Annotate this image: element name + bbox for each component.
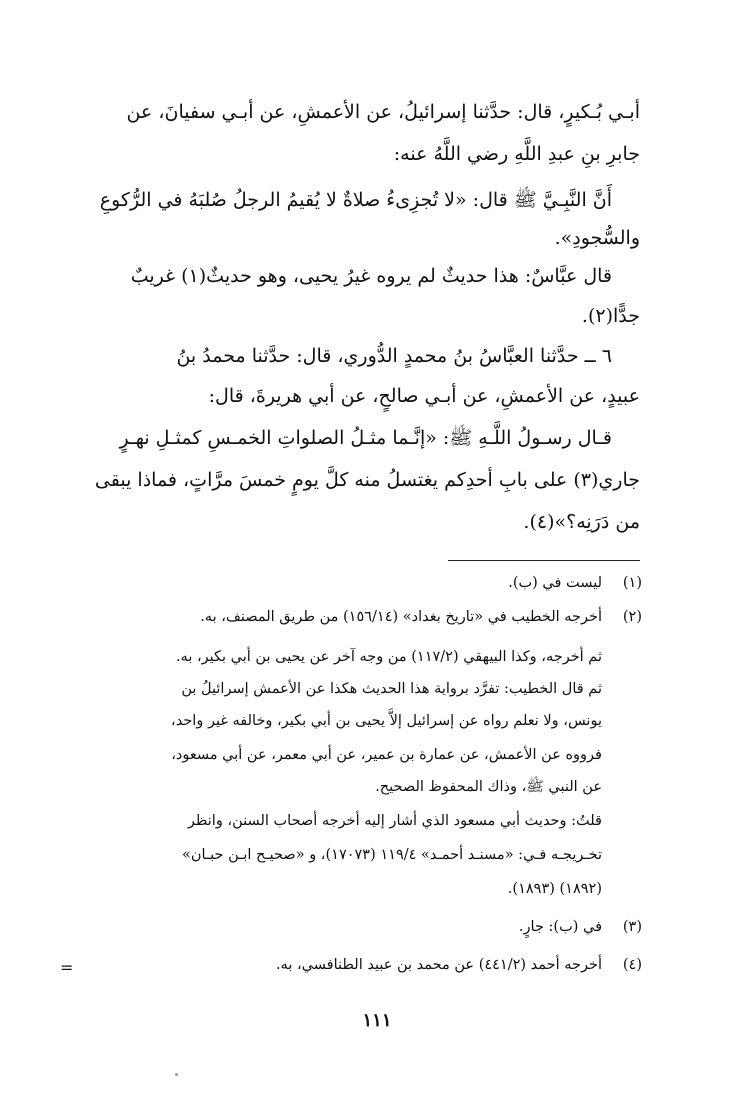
text-line: جدًّا(٢). <box>581 305 640 327</box>
footnote-text: (١٨٩٢) (١٨٩٣). <box>507 881 602 897</box>
text-line: عبيدٍ، عن الأعمشِ، عن أبـي صالحٍ، عن أبي هريرةَ، قال: <box>208 385 640 407</box>
text-line: أَنَّ النَّبِـيَّ ﷺ قال: «لا تُجزِىءُ صلاةٌ لا يُقيمُ الرجلُ صُلبَهُ في الرُّكوعِ <box>99 189 612 211</box>
footnote-text: ثم قال الخطيب: تفرَّد برواية هذا الحديث هكذا عن الأعمش إسرائيلُ بن <box>181 681 602 697</box>
footnote-2 <box>100 606 642 628</box>
footnote-text: تخـريجـه فـي: «مسنـد أحمـد» ١١٩/٤ (١٧٠٧٣)، و «صحيـح ابـن حبـان» <box>181 847 602 863</box>
footnote-text: أخرجه أحمد (٤٤١/٢) عن محمد بن عبيد الطنافسي، به. <box>275 957 602 973</box>
scan-speck <box>175 1073 178 1076</box>
footnote-separator <box>448 560 640 561</box>
text-line: جاري(٣) على بابِ أحدِكم يغتسلُ منه كلَّ يومٍ خمسَ مرَّاتٍ، فماذا يبقى <box>94 469 640 491</box>
footnote-text: قلتُ: وحديث أبي مسعود الذي أشار إليه أخرجه أصحاب السنن، وانظر <box>187 813 602 829</box>
footnote-text: أخرجه الخطيب في «تاريخ بغداد» (١٥٦/١٤) من طريق المصنف، به. <box>200 609 602 625</box>
text-line: أبـي بُـكيرٍ، قال: حدَّثنا إسرائيلُ، عن الأعمشِ، عن أبـي سفيانَ، عن <box>126 101 640 123</box>
text-line: قال عبَّاسٌ: هذا حديثٌ لم يروه غيرُ يحيى، وهو حديثٌ(١) غريبٌ <box>130 265 612 287</box>
text-line: قـال رسـولُ اللَّـهِ ﷺ: «إنَّـما مثـلُ الصلواتِ الخمـسِ كمثـلِ نهـرٍ <box>119 427 612 449</box>
text-line: من دَرَنِه؟»(٤). <box>523 511 640 533</box>
footnote-text: ليست في (ب). <box>508 575 602 591</box>
footnote-number: (٢) <box>622 609 642 625</box>
footnote-text: فرووه عن الأعمش، عن عمارة بن عمير، عن أبي معمر، عن أبي مسعود، <box>171 747 602 763</box>
footnote-3 <box>100 916 642 938</box>
footnote-1 <box>100 572 642 594</box>
footnote-4 <box>100 954 642 976</box>
hadith-heading-line: ٦ ــ حدَّثنا العبَّاسُ بنُ محمدٍ الدُّوري، قال: حدَّثنا محمدُ بنُ <box>176 345 612 367</box>
continuation-mark: = <box>60 958 74 977</box>
text-line: والسُّجودِ». <box>554 227 640 249</box>
footnote-number: (٣) <box>622 919 642 935</box>
footnote-text: في (ب): جارٍ. <box>518 919 602 935</box>
page-number: ١١١ <box>362 1010 392 1031</box>
footnote-number: (١) <box>622 575 642 591</box>
footnote-text: عن النبي ﷺ، وذاك المحفوظ الصحيح. <box>375 779 602 795</box>
footnote-text: يونس، ولا نعلم رواه عن إسرائيل إلاَّ يحيى بن أبي بكير، وخالفه غير واحد، <box>171 713 602 729</box>
footnote-text: ثم أخرجه، وكذا البيهقي (١١٧/٢) من وجه آخر عن يحيى بن أبي بكير، به. <box>175 649 602 665</box>
text-line: جابرِ بنِ عبدِ اللَّهِ رضي اللَّهُ عنه: <box>393 143 640 165</box>
footnote-number: (٤) <box>622 957 642 973</box>
